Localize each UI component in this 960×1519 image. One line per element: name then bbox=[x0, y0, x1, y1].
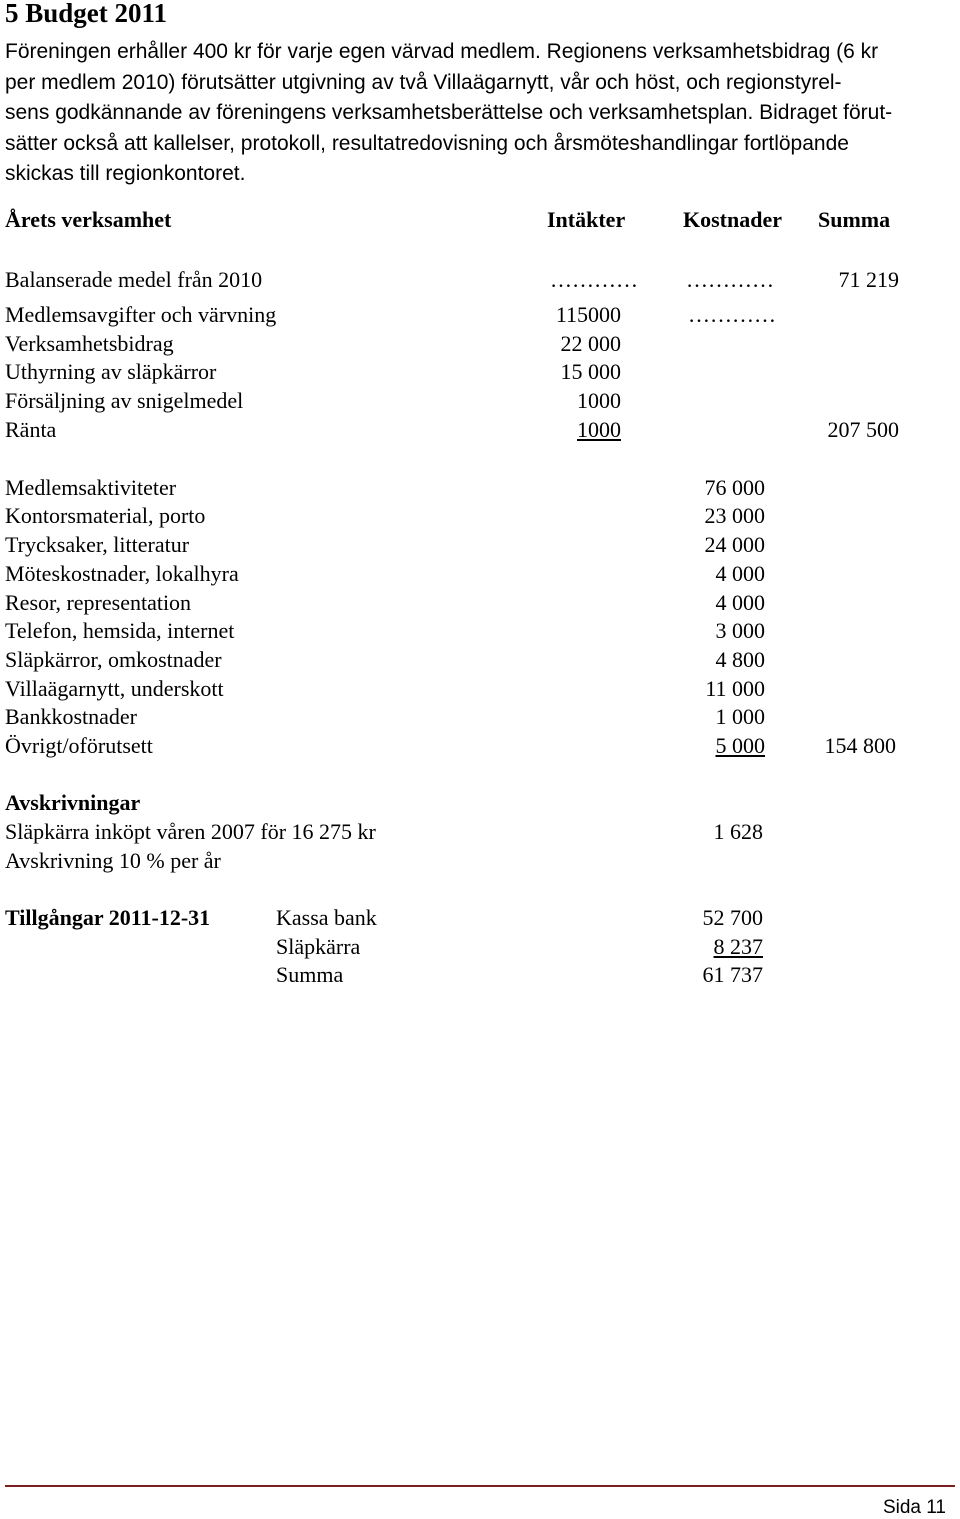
income-cost-dots: ………… bbox=[688, 302, 776, 327]
cost-amount: 3 000 bbox=[715, 618, 765, 643]
table-header-sum: Summa bbox=[818, 207, 891, 232]
cost-amount: 4 000 bbox=[715, 590, 765, 615]
income-label: Ränta bbox=[5, 417, 57, 442]
table-header-cost: Kostnader bbox=[683, 207, 782, 232]
depreciation-title: Avskrivningar bbox=[5, 790, 141, 815]
depreciation-line1: Släpkärra inköpt våren 2007 för 16 275 kr bbox=[5, 819, 376, 844]
footer-divider bbox=[5, 1485, 955, 1487]
assets-title: Tillgångar 2011-12-31 bbox=[5, 905, 211, 930]
cost-sum: 154 800 bbox=[824, 733, 896, 758]
cost-amount: 76 000 bbox=[704, 475, 765, 500]
income-amount: 115000 bbox=[555, 302, 621, 327]
page-number: Sida 11 bbox=[882, 1497, 946, 1518]
cost-amount: 23 000 bbox=[704, 503, 765, 528]
asset-amount: 52 700 bbox=[702, 905, 763, 930]
income-label: Uthyrning av släpkärror bbox=[5, 359, 217, 384]
income-amount: 22 000 bbox=[560, 331, 621, 356]
intro-line: skickas till regionkontoret. bbox=[5, 162, 246, 185]
depreciation-amount: 1 628 bbox=[713, 819, 763, 844]
intro-paragraph bbox=[5, 37, 945, 190]
income-label: Försäljning av snigelmedel bbox=[5, 388, 244, 413]
income-amount-underlined: 1000 bbox=[577, 417, 621, 442]
page-heading: 5 Budget 2011 bbox=[5, 0, 168, 28]
intro-line: sätter också att kallelser, protokoll, resultatredovisning och årsmöteshandlingar fortlöpande bbox=[5, 131, 849, 155]
balance-cost-dots: ………… bbox=[686, 267, 774, 292]
asset-amount-underlined: 8 237 bbox=[713, 934, 763, 959]
cost-label: Möteskostnader, lokalhyra bbox=[5, 561, 239, 586]
cost-label: Trycksaker, litteratur bbox=[5, 532, 190, 557]
table-header-label: Årets verksamhet bbox=[5, 207, 172, 232]
asset-label: Kassa bank bbox=[276, 905, 377, 930]
income-amount: 15 000 bbox=[560, 359, 621, 384]
asset-label: Släpkärra bbox=[276, 934, 361, 959]
cost-label: Släpkärror, omkostnader bbox=[5, 647, 222, 672]
cost-amount-underlined: 5 000 bbox=[715, 733, 765, 758]
intro-line: Föreningen erhåller 400 kr för varje egen värvad medlem. Regionens verksamhetsbidrag (6 kr bbox=[5, 40, 879, 63]
asset-amount bbox=[692, 934, 764, 960]
cost-label: Telefon, hemsida, internet bbox=[5, 618, 235, 643]
income-amount: 1000 bbox=[577, 388, 621, 413]
balance-sum: 71 219 bbox=[838, 267, 899, 292]
cost-amount: 4 800 bbox=[715, 647, 765, 672]
cost-label: Villaägarnytt, underskott bbox=[5, 676, 224, 701]
balance-income-dots: ………… bbox=[550, 267, 638, 292]
cost-label: Bankkostnader bbox=[5, 704, 137, 729]
cost-label: Övrigt/oförutsett bbox=[5, 733, 153, 758]
cost-amount: 24 000 bbox=[704, 532, 765, 557]
cost-amount bbox=[704, 733, 766, 759]
balance-label: Balanserade medel från 2010 bbox=[5, 267, 263, 292]
asset-label: Summa bbox=[276, 962, 344, 987]
income-label: Verksamhetsbidrag bbox=[5, 331, 174, 356]
cost-amount: 11 000 bbox=[705, 676, 765, 701]
cost-amount: 1 000 bbox=[715, 704, 765, 729]
income-label: Medlemsavgifter och värvning bbox=[5, 302, 277, 327]
cost-label: Medlemsaktiviteter bbox=[5, 475, 177, 500]
income-amount bbox=[553, 417, 621, 443]
intro-line: sens godkännande av föreningens verksamhetsberättelse och verksamhetsplan. Bidraget förut- bbox=[5, 101, 893, 124]
cost-label: Kontorsmaterial, porto bbox=[5, 503, 206, 528]
table-header-income: Intäkter bbox=[547, 207, 626, 232]
income-sum: 207 500 bbox=[827, 417, 899, 442]
cost-amount: 4 000 bbox=[715, 561, 765, 586]
depreciation-line2: Avskrivning 10 % per år bbox=[5, 848, 221, 873]
asset-amount: 61 737 bbox=[702, 962, 763, 987]
cost-label: Resor, representation bbox=[5, 590, 192, 615]
intro-line: per medlem 2010) förutsätter utgivning av två Villaägarnytt, vår och höst, och regionstyrel- bbox=[5, 70, 842, 94]
